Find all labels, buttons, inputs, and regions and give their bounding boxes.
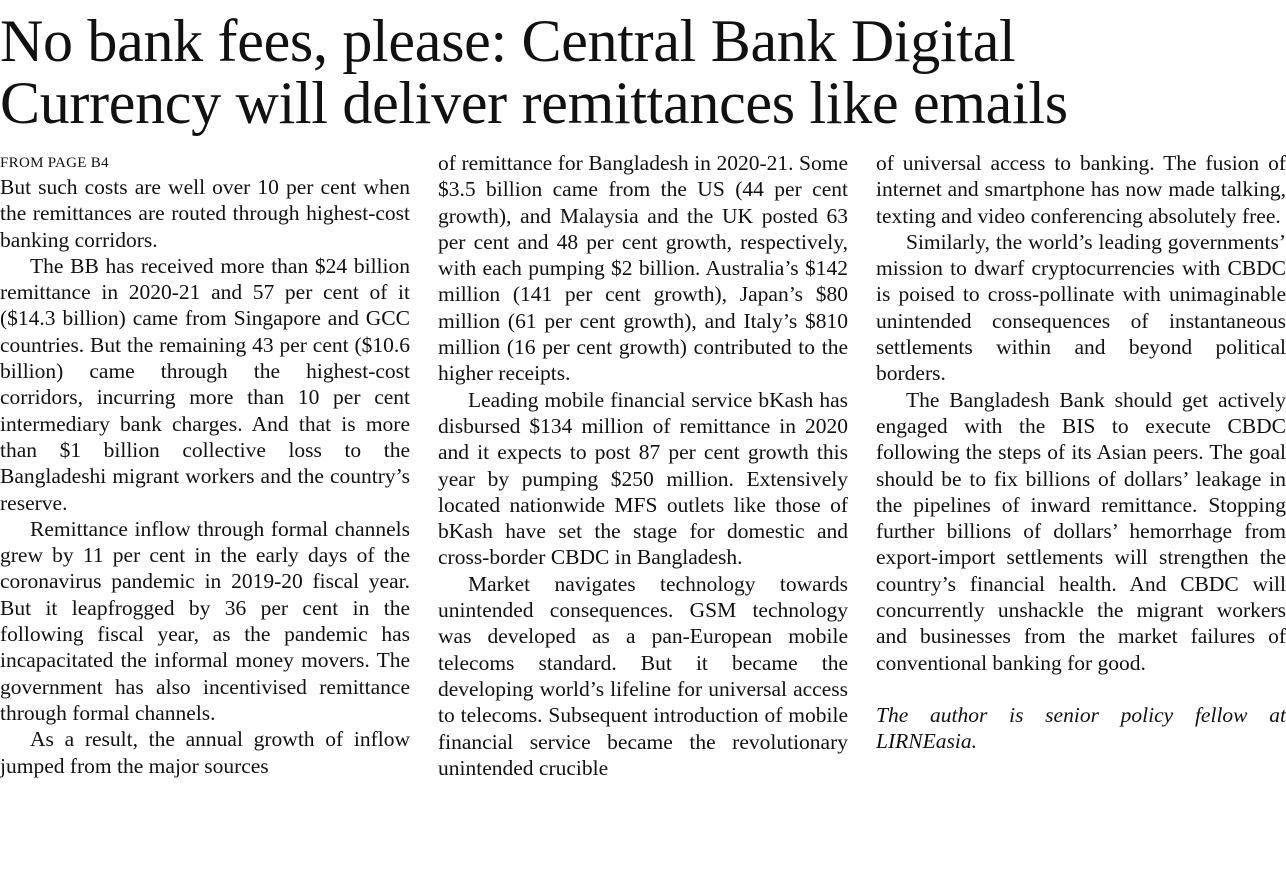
paragraph: Leading mobile financial service bKash has disbursed $134 million of remittance in 2020 and it expects to post 87 per cent growth this year by pumping $250 million. Extensively located nationwide MFS outlets like those of bKash have set the stage for domestic and cross-border CBDC in Bangladesh. xyxy=(438,387,848,570)
paragraph: The Bangladesh Bank should get actively engaged with the BIS to execute CBDC following the steps of its Asian peers. The goal should be to fix billions of dollars’ leakage in the pipelines of inward remittance. Stopping further billions of dollars’ hemorrhage from export-import settlements will strengthen the country’s financial health. And CBDC will concurrently unshackle the migrant workers and businesses from the market failures of conventional banking for good. xyxy=(876,387,1286,675)
paragraph: Similarly, the world’s leading governments’ mission to dwarf cryptocurrencies with CBDC is poised to cross-pollinate with unimaginable unintended consequences of instantaneous settlements within and beyond political borders. xyxy=(876,229,1286,386)
headline-line-1: No bank fees, please: Central Bank Digital xyxy=(0,8,1016,74)
paragraph: But such costs are well over 10 per cent when the remittances are routed through highest-cost banking corridors. xyxy=(0,175,410,252)
author-byline: The author is senior policy fellow at LIRNEasia. xyxy=(876,702,1286,754)
paragraph: of remittance for Bangladesh in 2020-21. Some $3.5 billion came from the US (44 per cent growth), and Malaysia and the UK posted 63 per cent and 48 per cent growth, respectively, with each pumping $2 billion. Australia’s $142 million (141 per cent growth), Japan’s $80 million (61 per cent growth), and Italy’s $810 million (16 per cent growth) contributed to the higher receipts. xyxy=(438,151,848,386)
article-column-1 xyxy=(0,150,410,779)
paragraph: The BB has received more than $24 billion remittance in 2020-21 and 57 per cent of it ($14.3 billion) came from Singapore and GCC countries. But the remaining 43 per cent ($10.6 billion) came through the highest-cost corridors, incurring more than 10 per cent intermediary bank charges. And that is more than $1 billion collective loss to the Bangladeshi migrant workers and the country’s reserve. xyxy=(0,253,410,515)
headline-line-2: Currency will deliver remittances like emails xyxy=(0,70,1068,136)
paragraph: Remittance inflow through formal channels grew by 11 per cent in the early days of the coronavirus pandemic in 2019-20 fiscal year. But it leapfrogged by 36 per cent in the following fiscal year, as the pandemic has incapacitated the informal money movers. The government has also incentivised remittance through formal channels. xyxy=(0,516,410,725)
paragraph: As a result, the annual growth of inflow jumped from the major sources xyxy=(0,727,410,778)
article-column-3 xyxy=(876,150,1286,755)
paragraph: of universal access to banking. The fusion of internet and smartphone has now made talking, texting and video conferencing absolutely free. xyxy=(876,151,1286,228)
headline xyxy=(0,10,1286,134)
article-column-2 xyxy=(438,150,848,781)
continued-from-kicker: FROM PAGE B4 xyxy=(0,155,109,171)
paragraph: Market navigates technology towards unintended consequences. GSM technology was developed as a pan-European mobile telecoms standard. But it became the developing world’s lifeline for universal access to telecoms. Subsequent introduction of mobile financial service became the revolutionary unintended crucible xyxy=(438,571,848,780)
